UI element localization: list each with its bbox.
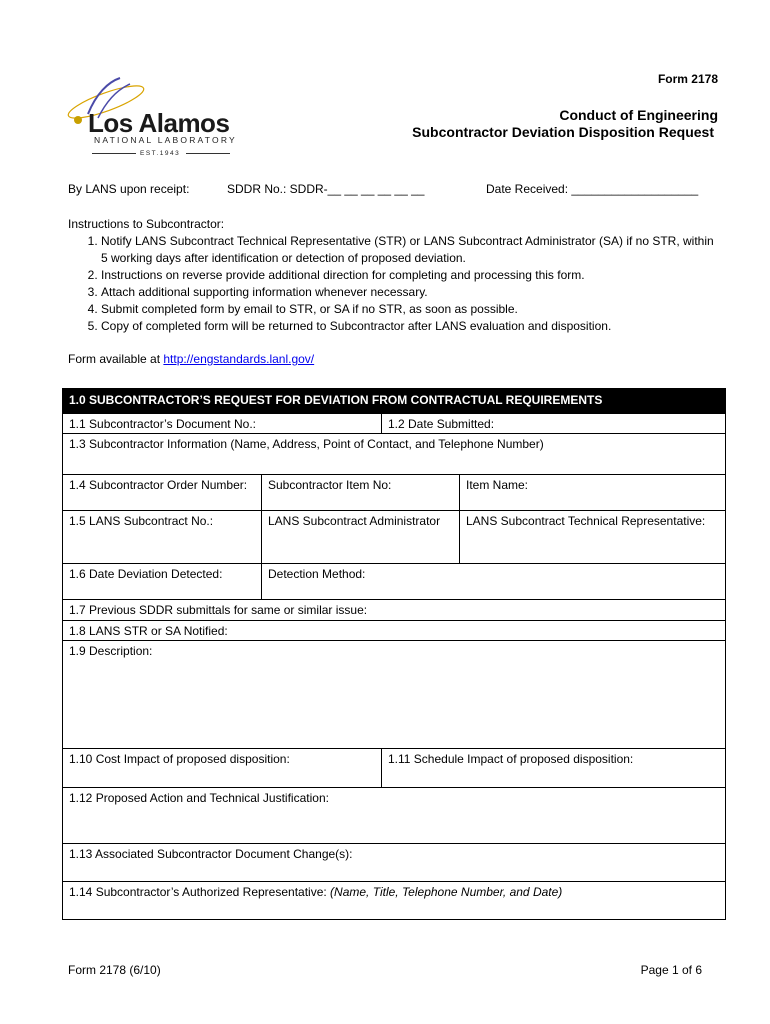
- subcontract-administrator-field[interactable]: LANS Subcontract Administrator: [261, 511, 459, 563]
- subcontractor-info-field[interactable]: 1.3 Subcontractor Information (Name, Address, Point of Contact, and Telephone Number): [69, 437, 544, 451]
- table-row: [63, 787, 725, 843]
- previous-sddr-field[interactable]: 1.7 Previous SDDR submittals for same or similar issue:: [69, 603, 368, 617]
- logo-name: Los Alamos: [88, 108, 230, 138]
- instruction-item: 4. Submit completed form by email to STR, or SA if no STR, as soon as possible.: [101, 301, 721, 318]
- footer-page-number: Page 1 of 6: [640, 963, 702, 977]
- document-change-field[interactable]: 1.13 Associated Subcontractor Document Change(s):: [69, 847, 353, 861]
- section-header-row: [63, 389, 725, 413]
- engstandards-link[interactable]: http://engstandards.lanl.gov/: [163, 352, 315, 366]
- authorized-rep-label: 1.14 Subcontractor’s Authorized Representative:: [69, 885, 331, 899]
- form-availability: [68, 352, 314, 366]
- sddr-number-field[interactable]: SDDR No.: SDDR-__ __ __ __ __ __: [227, 182, 425, 196]
- form-number: Form 2178: [657, 72, 718, 86]
- table-row: [63, 881, 725, 919]
- table-row: [63, 433, 725, 474]
- detection-method-field[interactable]: Detection Method:: [261, 564, 725, 599]
- logo-rule-right: [186, 153, 230, 154]
- proposed-action-field[interactable]: 1.12 Proposed Action and Technical Justification:: [69, 791, 329, 805]
- str-notified-field[interactable]: 1.8 LANS STR or SA Notified:: [69, 624, 228, 638]
- logo-rule-left: [92, 153, 136, 154]
- lans-subcontract-number-field[interactable]: 1.5 LANS Subcontract No.:: [69, 514, 214, 528]
- table-row: [63, 413, 725, 433]
- instruction-item: 1. Notify LANS Subcontract Technical Representative (STR) or LANS Subcontract Administrator (SA) if no STR, within 5 working days after identification or detection of proposed deviation.: [101, 233, 721, 267]
- table-row: [63, 599, 725, 620]
- date-received-field[interactable]: Date Received: ___________________: [486, 182, 699, 196]
- availability-prefix: Form available at: [68, 352, 164, 366]
- section-1-table: [62, 388, 726, 920]
- table-row: [63, 748, 725, 787]
- table-row: [63, 474, 725, 510]
- item-name-field[interactable]: Item Name:: [459, 475, 725, 510]
- instruction-item: 3. Attach additional supporting information whenever necessary.: [101, 284, 721, 301]
- cost-impact-field[interactable]: 1.10 Cost Impact of proposed disposition:: [69, 752, 290, 766]
- instruction-item: 5. Copy of completed form will be returned to Subcontractor after LANS evaluation and disposition.: [101, 318, 721, 335]
- page-title: Conduct of Engineering: [559, 107, 718, 123]
- instructions-heading: Instructions to Subcontractor:: [68, 217, 225, 231]
- doc-number-field[interactable]: 1.1 Subcontractor’s Document No.:: [69, 417, 256, 431]
- date-detected-field[interactable]: 1.6 Date Deviation Detected:: [69, 567, 223, 581]
- instruction-item: 2. Instructions on reverse provide additional direction for completing and processing this form.: [101, 267, 721, 284]
- lanl-logo: [58, 74, 248, 164]
- schedule-impact-field[interactable]: 1.11 Schedule Impact of proposed disposition:: [381, 749, 725, 787]
- table-row: [63, 843, 725, 881]
- table-row: [63, 620, 725, 640]
- order-number-field[interactable]: 1.4 Subcontractor Order Number:: [69, 478, 248, 492]
- page-subtitle: Subcontractor Deviation Disposition Request: [412, 124, 714, 140]
- logo-subtitle: NATIONAL LABORATORY: [94, 135, 237, 145]
- instructions-list: [68, 233, 721, 335]
- description-field[interactable]: 1.9 Description:: [69, 644, 153, 658]
- table-row: [63, 510, 725, 563]
- authorized-rep-hint: (Name, Title, Telephone Number, and Date): [330, 885, 563, 899]
- technical-representative-field[interactable]: LANS Subcontract Technical Representative:: [459, 511, 725, 563]
- logo-est: EST.1943: [140, 150, 181, 157]
- authorized-representative-field[interactable]: [63, 882, 725, 919]
- item-number-field[interactable]: Subcontractor Item No:: [261, 475, 459, 510]
- footer-form-version: Form 2178 (6/10): [68, 963, 161, 977]
- table-row: [63, 640, 725, 748]
- by-lans-label: By LANS upon receipt:: [68, 182, 190, 196]
- table-row: [63, 563, 725, 599]
- section-1-header: 1.0 SUBCONTRACTOR’S REQUEST FOR DEVIATION FROM CONTRACTUAL REQUIREMENTS: [63, 389, 725, 413]
- date-submitted-field[interactable]: 1.2 Date Submitted:: [381, 414, 725, 433]
